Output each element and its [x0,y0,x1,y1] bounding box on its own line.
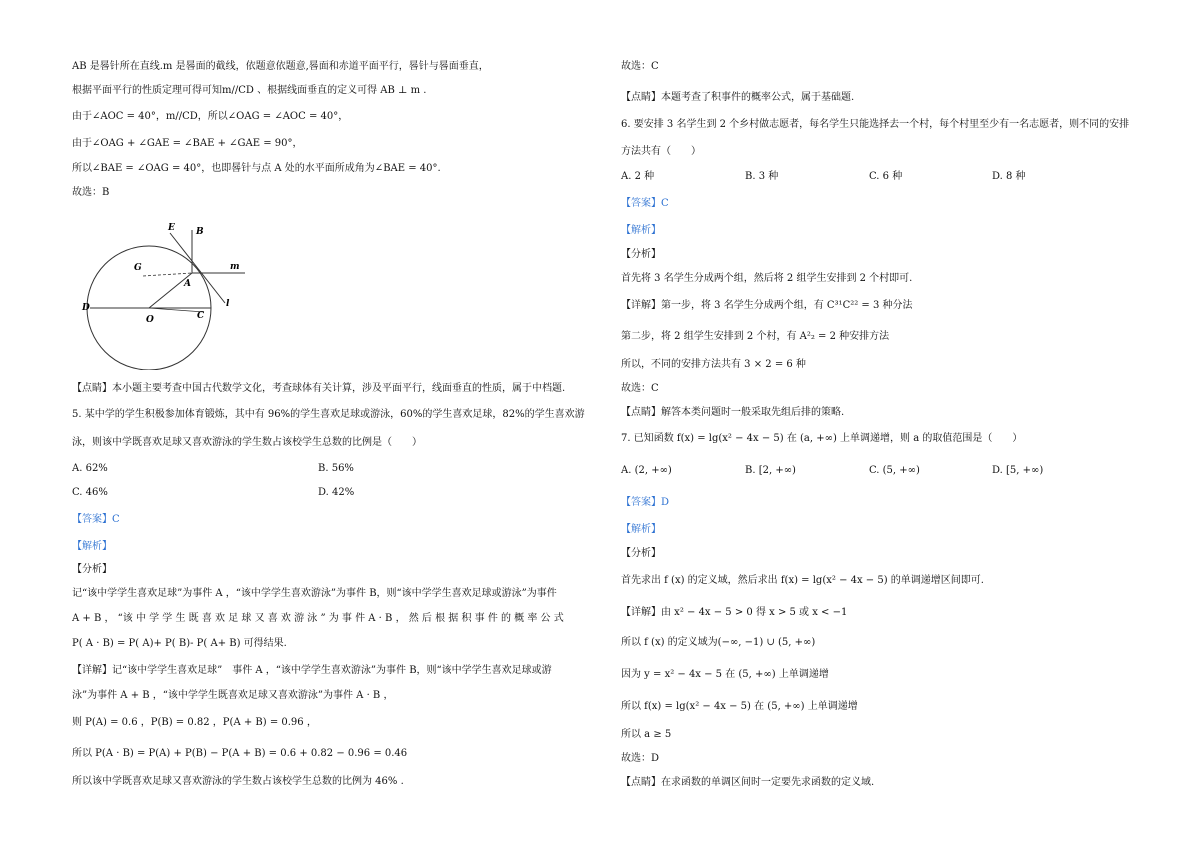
label-a: A [184,279,191,289]
q5-option-a: A. 62% [72,463,108,474]
q5-answer: 【答案】C [72,514,120,525]
q5-detail-line: 所以 P(A · B) = P(A) + P(B) − P(A + B) = 0.6 + 0.82 − 0.96 = 0.46 [72,748,408,759]
q7-fenxi: 【分析】 [621,548,661,559]
q6-option-d: D. 8 种 [992,171,1026,182]
q5-detail-line: 泳”为事件 A + B ，“该中学学生既喜欢足球又喜欢游泳”为事件 A · B ， [72,690,394,701]
q7-detail-line: 【详解】由 x² − 4x − 5 > 0 得 x > 5 或 x < −1 [621,607,848,618]
q6-option-c: C. 6 种 [869,171,903,182]
q5-analysis-line: 记“该中学学生喜欢足球”为事件 A ，“该中学学生喜欢游泳”为事件 B，则“该中学学生喜欢足球或游泳”为事件 [72,588,557,599]
q6-fenxi: 【分析】 [621,249,661,260]
label-g: G [134,263,142,273]
tangent-l [170,233,225,303]
q5-option-b: B. 56% [318,463,354,474]
right-column [621,0,1161,849]
text-line: 故选：C [621,61,659,72]
dashed-ag [143,273,192,276]
q6-detail-line: 第二步，将 2 组学生安排到 2 个村，有 A²₂ = 2 种安排方法 [621,331,890,342]
text-line: 根据平面平行的性质定理可得可知m//CD 、根据线面垂直的定义可得 AB ⊥ m . [72,85,427,96]
q5-stem: 5. 某中学的学生积极参加体育锻炼，其中有 96%的学生喜欢足球或游泳，60%的学生喜欢足球，82%的学生喜欢游 [72,409,585,420]
q7-comment: 【点睛】在求函数的单调区间时一定要先求函数的定义域. [621,777,875,788]
label-b: B [196,227,204,237]
q6-detail-line: 所以，不同的安排方法共有 3 × 2 = 6 种 [621,359,806,370]
q7-analysis-line: 首先求出 f (x) 的定义域，然后求出 f(x) = lg(x² − 4x − 5) 的单调递增区间即可. [621,575,984,586]
q5-option-d: D. 42% [318,487,355,498]
q7-option-d: D. [5, +∞) [992,465,1044,476]
q7-option-c: C. (5, +∞) [869,465,920,476]
comment-line: 【点睛】本题考查了积事件的概率公式，属于基础题. [621,92,855,103]
q7-option-a: A. (2, +∞) [621,465,672,476]
q7-detail-line: 故选：D [621,753,660,764]
text-line: AB 是晷针所在直线.m 是晷面的截线，依题意依题意,晷面和赤道平面平行，晷针与晷面垂直， [72,61,489,72]
q7-detail-line: 所以 f (x) 的定义域为(−∞, −1) ∪ (5, +∞) [621,637,816,648]
text-line: 由于∠OAG + ∠GAE = ∠BAE + ∠GAE = 90°， [72,138,303,149]
left-column [72,0,612,849]
q5-analysis-tag: 【解析】 [72,541,112,552]
q6-option-b: B. 3 种 [745,171,779,182]
sundial-diagram [80,220,260,370]
q6-analysis-tag: 【解析】 [621,225,661,236]
label-o: O [146,315,154,325]
comment-line: 【点睛】本小题主要考查中国古代数学文化，考查球体有关计算，涉及平面平行，线面垂直的性质，属于中档题. [72,383,566,394]
q5-option-c: C. 46% [72,487,108,498]
q5-analysis-line: P( A · B) = P( A)+ P( B)- P( A+ B) 可得结果. [72,638,287,649]
q7-detail-line: 所以 a ≥ 5 [621,729,672,740]
q6-stem: 方法共有（ ） [621,146,701,157]
q6-detail-line: 故选：C [621,383,659,394]
q5-detail-line: 则 P(A) = 0.6 ，P(B) = 0.82 ，P(A + B) = 0.96 ， [72,717,317,728]
q6-stem: 6. 要安排 3 名学生到 2 个乡村做志愿者，每名学生只能选择去一个村，每个村里至少有一名志愿者，则不同的安排 [621,119,1130,130]
text-line: 故选：B [72,187,110,198]
label-e: E [168,223,175,233]
label-d: D [82,303,90,313]
q7-stem: 7. 已知函数 f(x) = lg(x² − 4x − 5) 在 (a, +∞) 上单调递增，则 a 的取值范围是（ ） [621,433,1023,444]
q7-option-b: B. [2, +∞) [745,465,796,476]
q7-detail-line: 所以 f(x) = lg(x² − 4x − 5) 在 (5, +∞) 上单调递增 [621,701,858,712]
text-line: 所以∠BAE = ∠OAG = 40°，也即晷针与点 A 处的水平面所成角为∠BAE = 40°. [72,163,441,174]
q5-detail-line: 所以该中学既喜欢足球又喜欢游泳的学生数占该校学生总数的比例为 46% . [72,776,404,787]
q6-detail-line: 【详解】第一步，将 3 名学生分成两个组，有 C³¹C²² = 3 种分法 [621,300,913,311]
q6-option-a: A. 2 种 [621,171,655,182]
radius-oc [149,308,204,312]
q7-detail-line: 因为 y = x² − 4x − 5 在 (5, +∞) 上单调递增 [621,669,829,680]
q6-comment: 【点睛】解答本类问题时一般采取先组后排的策略. [621,407,845,418]
q5-stem: 泳，则该中学既喜欢足球又喜欢游泳的学生数占该校学生总数的比例是（ ） [72,437,422,448]
q5-fenxi: 【分析】 [72,564,112,575]
text-line: 由于∠AOC = 40°，m//CD，所以∠OAG = ∠AOC = 40°， [72,111,349,122]
q5-detail-line: 【详解】记“该中学学生喜欢足球” 事件 A ，“该中学学生喜欢游泳”为事件 B，则“该中学学生喜欢足球或游 [72,665,552,676]
q7-analysis-tag: 【解析】 [621,524,661,535]
q6-analysis-line: 首先将 3 名学生分成两个组，然后将 2 组学生安排到 2 个村即可. [621,273,913,284]
label-l: l [226,299,230,309]
label-c: C [197,311,205,321]
label-m: m [230,262,240,272]
q6-answer: 【答案】C [621,198,669,209]
q5-analysis-line: A + B ， “该 中 学 学 生 既 喜 欢 足 球 又 喜 欢 游 泳 ” 为 事 件 A · B ， 然 后 根 据 积 事 件 的 概 率 公 式 [72,613,564,624]
q7-answer: 【答案】D [621,497,670,508]
